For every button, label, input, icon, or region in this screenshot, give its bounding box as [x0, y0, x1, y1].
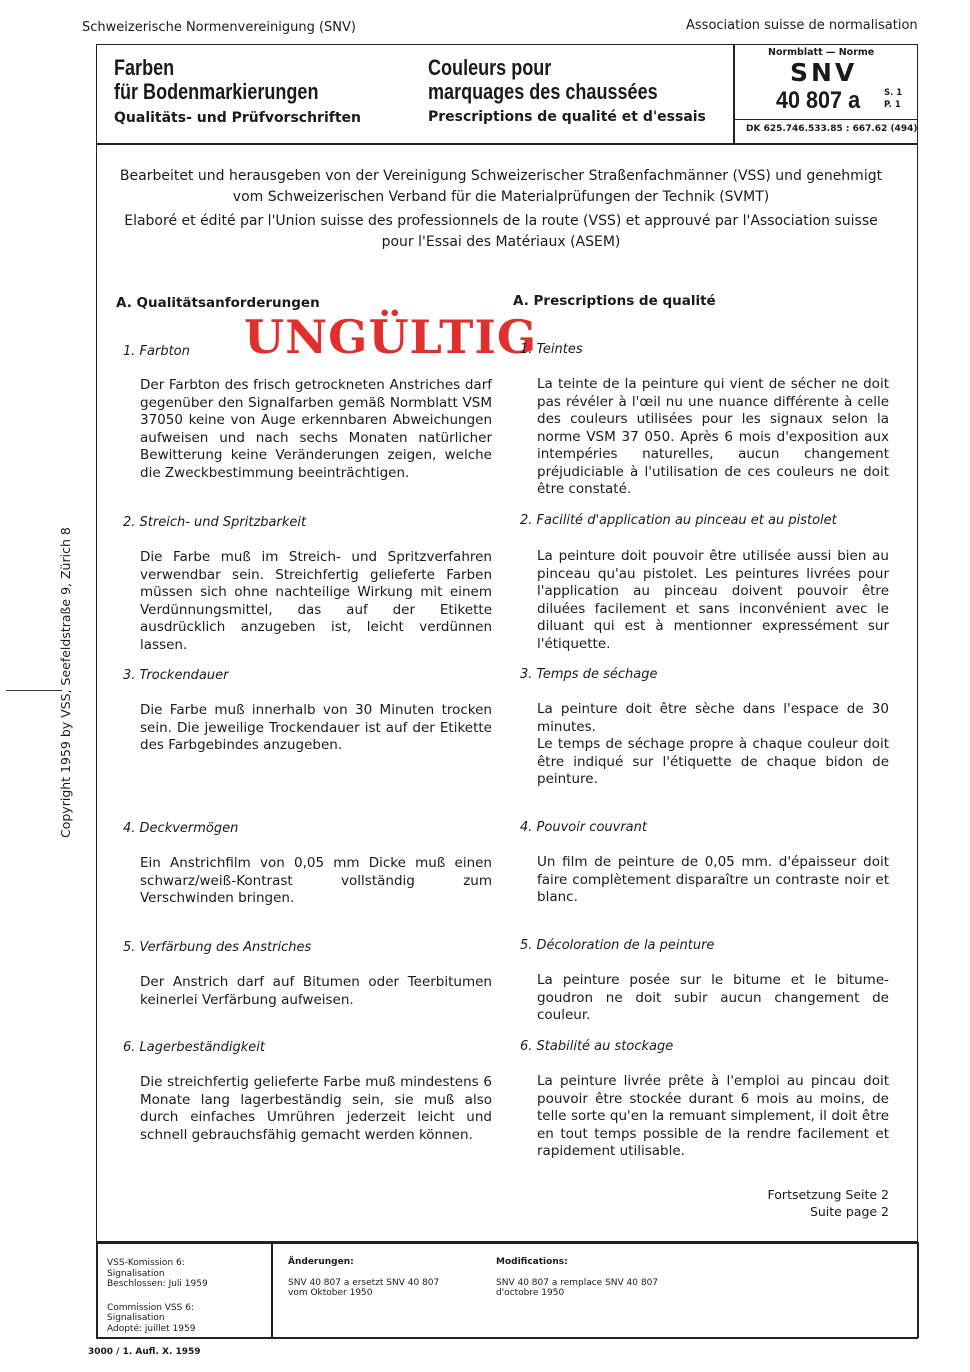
section-title-fr-1: 1. Teintes: [520, 342, 583, 357]
section-text-fr-2: La peinture doit pouvoir être utilisée aussi bien au pinceau qu'au pistolet. Les peintures livrées pour l'application au pinceau doivent pouvoir être diluées facilement et sans inconvénient avec le diluant qui est à mentionner expressément sur l'étiquette.: [537, 548, 889, 652]
footer-changes-title: Änderungen:: [288, 1257, 354, 1267]
section-title-fr-3: 3. Temps de séchage: [520, 667, 658, 682]
footer-left-line: [96, 1242, 98, 1338]
footer-changes-de: [288, 1257, 439, 1299]
section-title-fr-2: 2. Facilité d'application au pinceau et au pistolet: [520, 513, 837, 528]
page-de: S. 1: [884, 88, 903, 98]
section-text-de-3: Die Farbe muß innerhalb von 30 Minuten trocken sein. Die jeweilige Trockendauer ist auf der Etikette des Farbgebindes anzugeben.: [140, 702, 492, 753]
margin-line: [6, 690, 62, 691]
section-text-fr-3b: Le temps de séchage propre à chaque couleur doit être indiqué sur l'étiquette de chaque bidon de peinture.: [537, 736, 889, 787]
intro-de: Bearbeitet und herausgeben von der Vereinigung Schweizerischer Straßenfachmänner (VSS) und genehmigt vom Schweizerischen Verband für die Materialprüfungen der Technik (SVMT): [119, 168, 883, 205]
snv-mark: SNV: [790, 58, 858, 87]
section-text-de-6: Die streichfertig gelieferte Farbe muß mindestens 6 Monate lang lagerbeständig sein, sie muß also durch einfaches Umrühren jederzeit leicht und schnell gebrauchsfähig gemacht werden können.: [140, 1074, 492, 1143]
footer-changes-fr: [496, 1257, 658, 1299]
header-divider: [96, 143, 918, 145]
header-norm-divider: [733, 44, 735, 144]
section-text-fr-5: La peinture posée sur le bitume et le bitume-goudron ne doit subir aucun changement de couleur.: [537, 972, 889, 1023]
publisher-de: Schweizerische Normenvereinigung (SNV): [82, 20, 356, 35]
section-text-de-4: Ein Anstrichfilm von 0,05 mm Dicke muß einen schwarz/weiß-Kontrast vollständig zum Verschwinden bringen.: [140, 855, 492, 906]
title-de-line1: Farben: [114, 55, 175, 80]
intro-fr: Elaboré et édité par l'Union suisse des professionnels de la route (VSS) et approuvé par l'Association suisse pour l'Essai des Matériaux (ASEM): [124, 213, 878, 250]
footer-divider: [271, 1242, 273, 1338]
footer-changes-line1: SNV 40 807 a ersetzt SNV 40 807: [288, 1277, 440, 1288]
footer-signal-fr: Signalisation: [107, 1313, 165, 1323]
footer-modifications-title: Modifications:: [496, 1257, 568, 1267]
footer-changes-line2: vom Oktober 1950: [288, 1288, 373, 1298]
footer-modifications-line2: d'octobre 1950: [496, 1288, 565, 1298]
section-title-fr-5: 5. Décoloration de la peinture: [520, 938, 715, 953]
publisher-fr: Association suisse de normalisation: [686, 18, 918, 33]
section-text-de-2: Die Farbe muß im Streich- und Spritzverfahren verwendbar sein. Streichfertig gelieferte Farben müssen sich ohne nachteilige Wirkung mit einem Verdünnungsmittel, das auf der Etikette ausdrücklich anzugeben ist, leicht verdünnen lassen.: [140, 549, 492, 653]
print-run: 3000 / 1. Aufl. X. 1959: [88, 1347, 201, 1357]
section-title-de-1: 1. Farbton: [123, 344, 190, 359]
subtitle-de: Qualitäts- und Prüfvorschriften: [114, 110, 362, 126]
section-title-de-5: 5. Verfärbung des Anstriches: [123, 940, 312, 955]
subtitle-fr: Prescriptions de qualité et d'essais: [428, 109, 706, 125]
continuation-de: Fortsetzung Seite 2: [767, 1187, 889, 1202]
heading-de: A. Qualitätsanforderungen: [116, 295, 320, 311]
invalid-stamp: UNGÜLTIG: [244, 310, 538, 364]
footer-bottom-line: [96, 1337, 918, 1339]
continuation-fr: Suite page 2: [809, 1204, 889, 1219]
page-fr: P. 1: [884, 100, 901, 110]
footer-top-line: [96, 1242, 918, 1244]
norm-number: 40 807 a: [776, 87, 861, 114]
section-text-fr-6: La peinture livrée prête à l'emploi au pincau doit pouvoir être stockée durant 6 mois au moins, de telle sorte qu'en la remuant simplement, il doit être en tout temps possible de la rendre facilement et rapidement utilisable.: [537, 1073, 889, 1159]
section-text-fr-4: Un film de peinture de 0,05 mm. d'épaisseur doit faire complètement disparaître un contraste noir et blanc.: [537, 854, 889, 905]
norm-box-divider: [734, 119, 918, 120]
section-text-fr-3a: La peinture doit être sèche dans l'espace de 30 minutes.: [537, 701, 889, 735]
section-title-de-3: 3. Trockendauer: [123, 668, 229, 683]
section-text-fr-1: La teinte de la peinture qui vient de sécher ne doit pas révéler à l'œil nu une nuance différente à celle des couleurs utilisées pour les signaux selon la norme VSM 37 050. Après 6 mois d'exposition aux intempéries naturelles, aucun changement préjudiciable à l'utilisation de ces couleurs ne doit être constaté.: [537, 376, 889, 497]
section-text-de-1: Der Farbton des frisch getrockneten Anstriches darf gegenüber den Signalfarben gemäß Normblatt VSM 37050 keine von Auge erkennbaren Abweichungen aufweisen und nach sechs Monaten natürlicher Bewitterung keine Veränderungen zeigen, welche die Zweckbestimmung beeinträchtigen.: [140, 377, 492, 481]
section-title-de-6: 6. Lagerbeständigkeit: [123, 1040, 266, 1055]
dk-classification: DK 625.746.533.85 : 667.62 (494): [746, 124, 918, 134]
section-text-de-5: Der Anstrich darf auf Bitumen oder Teerbitumen keinerlei Verfärbung aufweisen.: [140, 974, 492, 1008]
footer-date-de: Beschlossen: Juli 1959: [107, 1279, 208, 1289]
heading-fr: A. Prescriptions de qualité: [513, 293, 716, 309]
footer-commission-de: VSS-Komission 6:: [107, 1258, 185, 1268]
footer-signal-de: Signalisation: [107, 1268, 165, 1279]
norm-label: Normblatt — Norme: [768, 47, 875, 58]
title-fr-line1: Couleurs pour: [428, 55, 552, 80]
footer-modifications-line1: SNV 40 807 a remplace SNV 40 807: [496, 1277, 659, 1288]
footer-right-line: [917, 1242, 919, 1338]
title-de-line2: für Bodenmarkierungen: [114, 79, 319, 104]
section-title-de-4: 4. Deckvermögen: [123, 821, 239, 836]
section-title-fr-4: 4. Pouvoir couvrant: [520, 820, 647, 835]
section-title-fr-6: 6. Stabilité au stockage: [520, 1039, 674, 1054]
copyright-notice: Copyright 1959 by VSS, Seefeldstraße 9, Zürich 8: [58, 527, 73, 838]
footer-commission-block: [107, 1258, 208, 1334]
footer-commission-fr: Commission VSS 6:: [107, 1302, 194, 1313]
footer-date-fr: Adopté: juillet 1959: [107, 1323, 196, 1334]
section-title-de-2: 2. Streich- und Spritzbarkeit: [123, 515, 307, 530]
title-fr-line2: marquages des chaussées: [428, 79, 658, 104]
